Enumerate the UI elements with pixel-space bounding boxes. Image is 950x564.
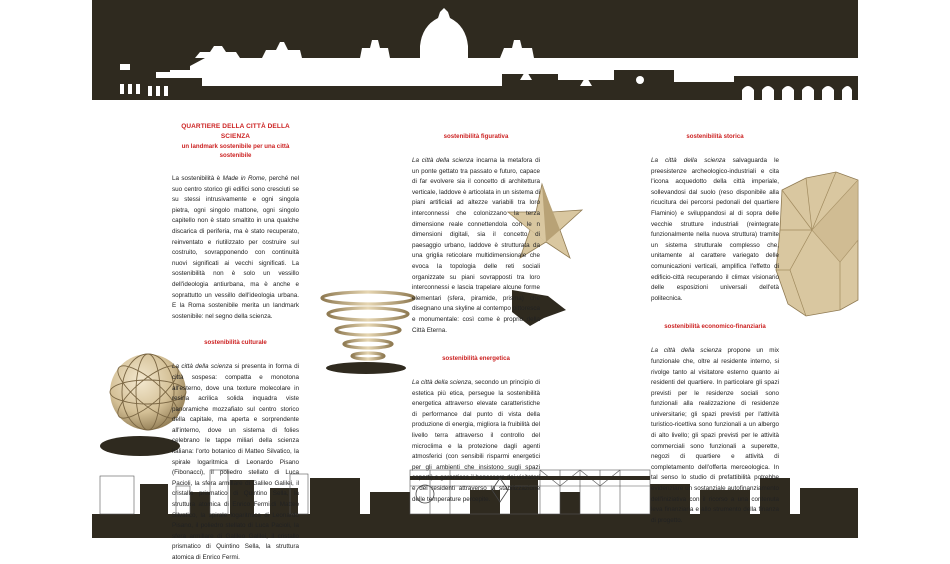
economic-paragraph: La città della scienza propone un mix funzionale che, oltre al residente interno, si rivolge tanto al visitatore esterno quanto ai residenti del quartiere. In particolare gli spazi previsti per le residenze sociali sono funzionali alla realizzazione di residenze universitarie; gli spazi previsti per l'attività turistico-ricettiva sono funzionali a un albergo di alto livello; gli spazi previsti per le attività commerciali sono funzionali a superette, negozi di quartiere e attività di completamento dell'offerta merceologica. In tal senso lo studio di prefattibilità potrebbe evidenziare un sostanziale autofinanziamento dell'iniziativa con il ricorso a una contenuta leva finanziaria e allo strumento della finanza di progetto.: [651, 347, 779, 524]
heading-cultural-sustainability: sostenibilità culturale: [204, 339, 267, 347]
energy-paragraph: La città della scienza, secondo un principio di estetica più etica, persegue la sostenibilità energetica attraverso elevate caratteristiche di performance dal punto di vista della produzione di energia, migliora la fruibilità del livello terra attraverso il controllo del microclima e la protezione dagli agenti atmosferici (con sensibili risparmi energetici per gli ambienti che insistono sugli spazi coperti) e garantisce il benessere dei visitatori e dei residenti attraverso la stabilizzazione delle temperature percepite.: [412, 379, 540, 503]
heading-historical-sustainability: sostenibilità storica: [686, 133, 744, 140]
figurative-paragraph: La città della scienza incarna la metafora di un ponte gettato tra passato e futuro, capace di far evolvere sia il concetto di architettura verticale, laddove è articolata in un sistema di piani artificiali ad altezze variabili tra loro interconnessi che colonizzano la terza dimensione reale connettendola con le n dimensioni digitali, sia il concetto di paesaggio urbano, laddove è strutturata da una griglia reticolare multidimensionale che evoca la topologia delle reti sociali organizzate su piani sovrapposti tra loro interconnessi e lascia trapelare alcune forme elementari (sfera, piramide, prisma) che disegnano una skyline al contempo pittoresca e monumentale: così come è proprio della Città Eterna.: [412, 157, 540, 334]
section-title: QUARTIERE DELLA CITTÀ DELLA SCIENZA: [181, 123, 290, 140]
intro-paragraph: La sostenibilità è Made in Rome, perché nel suo centro storico gli edifici sono cresciuti se su stessi intrusivamente e ogni singola pietra, ogni singolo mattone, ogni singolo capitello non è stato smaltito in una qualche discarica di periferia, ma è stato recuperato, reinventato e riutilizzato per costruire sul costruito, sovrapponendo con continuità nuovi significati ai vecchi significati. La sostenibilità non è solo un vessillo dell'ideologia antiurbana, ma è anche e soprattutto un vessillo dell'ideologia urbana. E la Roma sostenibile merita un landmark sostenibile: nel segno della scienza.: [172, 175, 299, 320]
column-right: [651, 122, 779, 526]
heading-economic-sustainability: sostenibilità economico-finanziaria: [664, 323, 766, 331]
spiral-illustration: [322, 292, 414, 374]
section-subtitle: un landmark sostenibile per una città sostenibile: [181, 143, 290, 159]
cultural-paragraph: La città della scienza si presenta in forma di città sospesa: compatta e monotona all'esterno, dove una texture molecolare in resina acrilica solida inquadra viste panoramiche mozzafiato sul centro storico della capitale, ma aperta e sorprendente all'interno, dove un sistema di folies celebrano le tappe miliari della scienza italiana: l'orto botanico di Matteo Silvatico, la spirale logaritmica di Leonardo Pisano (Fibonacci), il poliedro stellato di Luca Pacioli, la sfera armillare di Galileo Galilei, il cristallo prismatico di Quintino Sella, la struttura atomica di Enrico Fermi.di Matteo Silvatico, la spirale logaritmica di Leonardo Pisano, il poliedro stellato di Luca Pacioli, la sfera armillare di Galileo Galilei, il cristallo prismatico di Quintino Sella, la struttura atomica di Enrico Fermi.: [172, 363, 299, 561]
column-middle: [412, 122, 540, 505]
heading-energy-sustainability: sostenibilità energetica: [442, 355, 510, 363]
historical-paragraph: La città della scienza salvaguarda le preesistenze archeologico-industriali e cita l'icona acquedotto della città imperiale, sollevandosi dal suolo (reso disponibile alla ricucitura dei percorsi pedonali del quartiere Flaminio) e sviluppandosi al di sopra delle vecchie strutture industriali (reintegrate funzionalmente nella nuova struttura) tramite un sistema strutturale complesso che, unitamente al carattere variegato delle comunicazioni verticali, amplifica l'effetto di edificio-città recuperando il climax visionario delle esposizioni universali dell'età politecnica.: [651, 157, 779, 302]
prismatic-crystal-illustration: [776, 172, 858, 316]
column-left: [172, 122, 299, 564]
top-skyline-band: [92, 0, 858, 100]
heading-figurative-sustainability: sostenibilità figurativa: [443, 133, 509, 140]
